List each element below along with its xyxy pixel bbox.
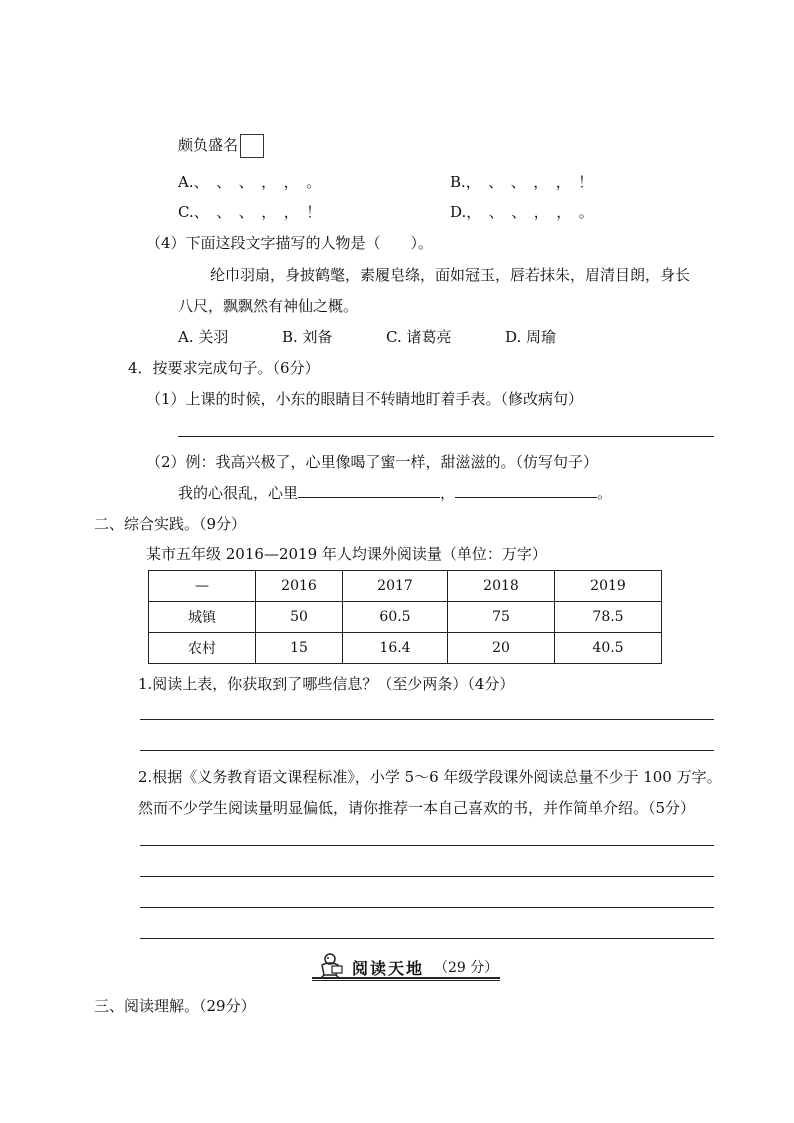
- table-header-row: [149, 571, 662, 602]
- q4-sub2: （2）例：我高兴极了，心里像喝了蜜一样，甜滋滋的。（仿写句子）: [146, 453, 599, 471]
- option-d[interactable]: D.， 、 、 ， ， 。: [450, 203, 594, 221]
- passage-line-1: 纶巾羽扇，身披鹤氅，素履皂绦，面如冠玉，唇若抹朱，眉清目朗，身长: [210, 266, 691, 284]
- option-b[interactable]: B.， 、 、 ， ， ！: [450, 173, 594, 191]
- reader-mascot-icon: [316, 953, 346, 979]
- q4-heading: 4．按要求完成句子。（6分）: [128, 359, 320, 377]
- table-header-cell: —: [149, 571, 256, 602]
- banner-score: （29 分）: [434, 960, 499, 976]
- banner-rule: [312, 977, 500, 979]
- option-c[interactable]: C.、 、 、 ， ， ！: [178, 203, 322, 221]
- table-header-cell: 2019: [555, 571, 662, 602]
- fill-blank-2[interactable]: [455, 483, 597, 498]
- q4-sub2-fill-row: [178, 483, 612, 503]
- table-header-cell: 2018: [448, 571, 555, 602]
- table-caption: 某市五年级 2016—2019 年人均课外阅读量（单位：万字）: [146, 545, 547, 563]
- q3-4-option-a[interactable]: A. 关羽: [178, 328, 229, 346]
- banner-title: 阅读天地: [352, 959, 425, 978]
- section-2-heading: 二、综合实践。（9分）: [94, 515, 247, 533]
- answer-box[interactable]: [240, 134, 264, 158]
- answer-line[interactable]: [140, 845, 714, 846]
- q3-4-option-c[interactable]: C. 诸葛亮: [386, 328, 452, 346]
- answer-line[interactable]: [140, 907, 714, 908]
- answer-line[interactable]: [140, 750, 714, 751]
- table-cell: 75: [448, 602, 555, 633]
- table-cell: 78.5: [555, 602, 662, 633]
- answer-line[interactable]: [140, 876, 714, 877]
- section-2-q1: 1.阅读上表，你获取到了哪些信息？（至少两条）（4分）: [138, 675, 515, 693]
- answer-line[interactable]: [178, 436, 714, 437]
- q4-sub2-comma: ，: [440, 484, 456, 502]
- table-cell: 15: [256, 633, 343, 664]
- q3-4-option-d[interactable]: D. 周瑜: [505, 328, 557, 346]
- passage-line-2: 八尺，飘飘然有神仙之概。: [178, 297, 359, 315]
- table-cell: 50: [256, 602, 343, 633]
- fill-blank-1[interactable]: [298, 483, 440, 498]
- reading-section-banner: [312, 953, 500, 979]
- answer-line[interactable]: [140, 938, 714, 939]
- table-cell: 20: [448, 633, 555, 664]
- table-cell: 40.5: [555, 633, 662, 664]
- q4-sub2-end: 。: [597, 484, 613, 502]
- table-header-cell: 2016: [256, 571, 343, 602]
- q4-sub2-prefix: 我的心很乱，心里: [178, 484, 299, 502]
- answer-line[interactable]: [140, 719, 714, 720]
- table-row: [149, 633, 662, 664]
- table-cell: 农村: [149, 633, 256, 664]
- q4-sub1: （1）上课的时候，小东的眼睛目不转睛地盯着手表。（修改病句）: [146, 390, 584, 408]
- reading-table: [148, 570, 662, 664]
- section-2-q2-line-1: 2.根据《义务教育语文课程标准》，小学 5～6 年级学段课外阅读总量不少于 100 万字。: [138, 768, 722, 786]
- section-2-q2-line-2: 然而不少学生阅读量明显偏低，请你推荐一本自己喜欢的书，并作简单介绍。（5分）: [138, 799, 696, 817]
- table-cell: 60.5: [343, 602, 448, 633]
- option-a[interactable]: A.、 、 、 ， ， 。: [178, 173, 322, 191]
- table-cell: 16.4: [343, 633, 448, 664]
- table-header-cell: 2017: [343, 571, 448, 602]
- q3-4-option-b[interactable]: B. 刘备: [282, 328, 333, 346]
- section-3-heading: 三、阅读理解。（29分）: [94, 997, 256, 1015]
- table-cell: 城镇: [149, 602, 256, 633]
- q3-word-row: [178, 134, 264, 158]
- banner-rule-thin: [312, 980, 500, 981]
- q3-word: 颇负盛名: [178, 136, 239, 154]
- q3-4-stem: （4）下面这段文字描写的人物是（ ）。: [146, 234, 434, 252]
- table-row: [149, 602, 662, 633]
